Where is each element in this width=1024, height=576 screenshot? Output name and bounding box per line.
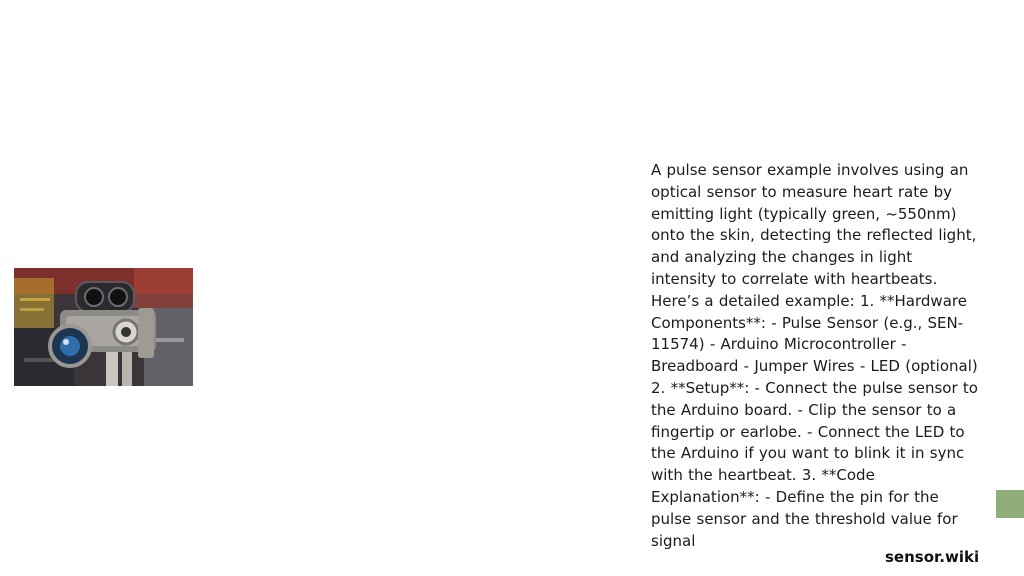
article-text	[651, 160, 981, 576]
pulse-sensor-photo	[14, 268, 193, 386]
article-paragraph: A pulse sensor example involves using an optical sensor to measure heart rate by emitting light (typically green, ~550nm) onto the skin, detecting the reflected light, and analyzing the changes in light intensity to correlate with heartbeats. Here’s a detailed example: 1. **Hardware Components**: - Pulse Sensor (e.g., SEN-11574) - Arduino Microcontroller - Breadboard - Jumper Wires - LED (optional) 2. **Setup**: - Connect the pulse sensor to the Arduino board. - Clip the sensor to a fingertip or earlobe. - Connect the LED to the Arduino if you want to blink it in sync with the heartbeat. 3. **Code Explanation**: - Define the pin for the pulse sensor and the threshold value for signal	[651, 161, 978, 550]
sensor-illustration	[14, 268, 193, 386]
side-tab[interactable]	[996, 490, 1024, 518]
site-watermark: sensor.wiki	[885, 548, 980, 566]
